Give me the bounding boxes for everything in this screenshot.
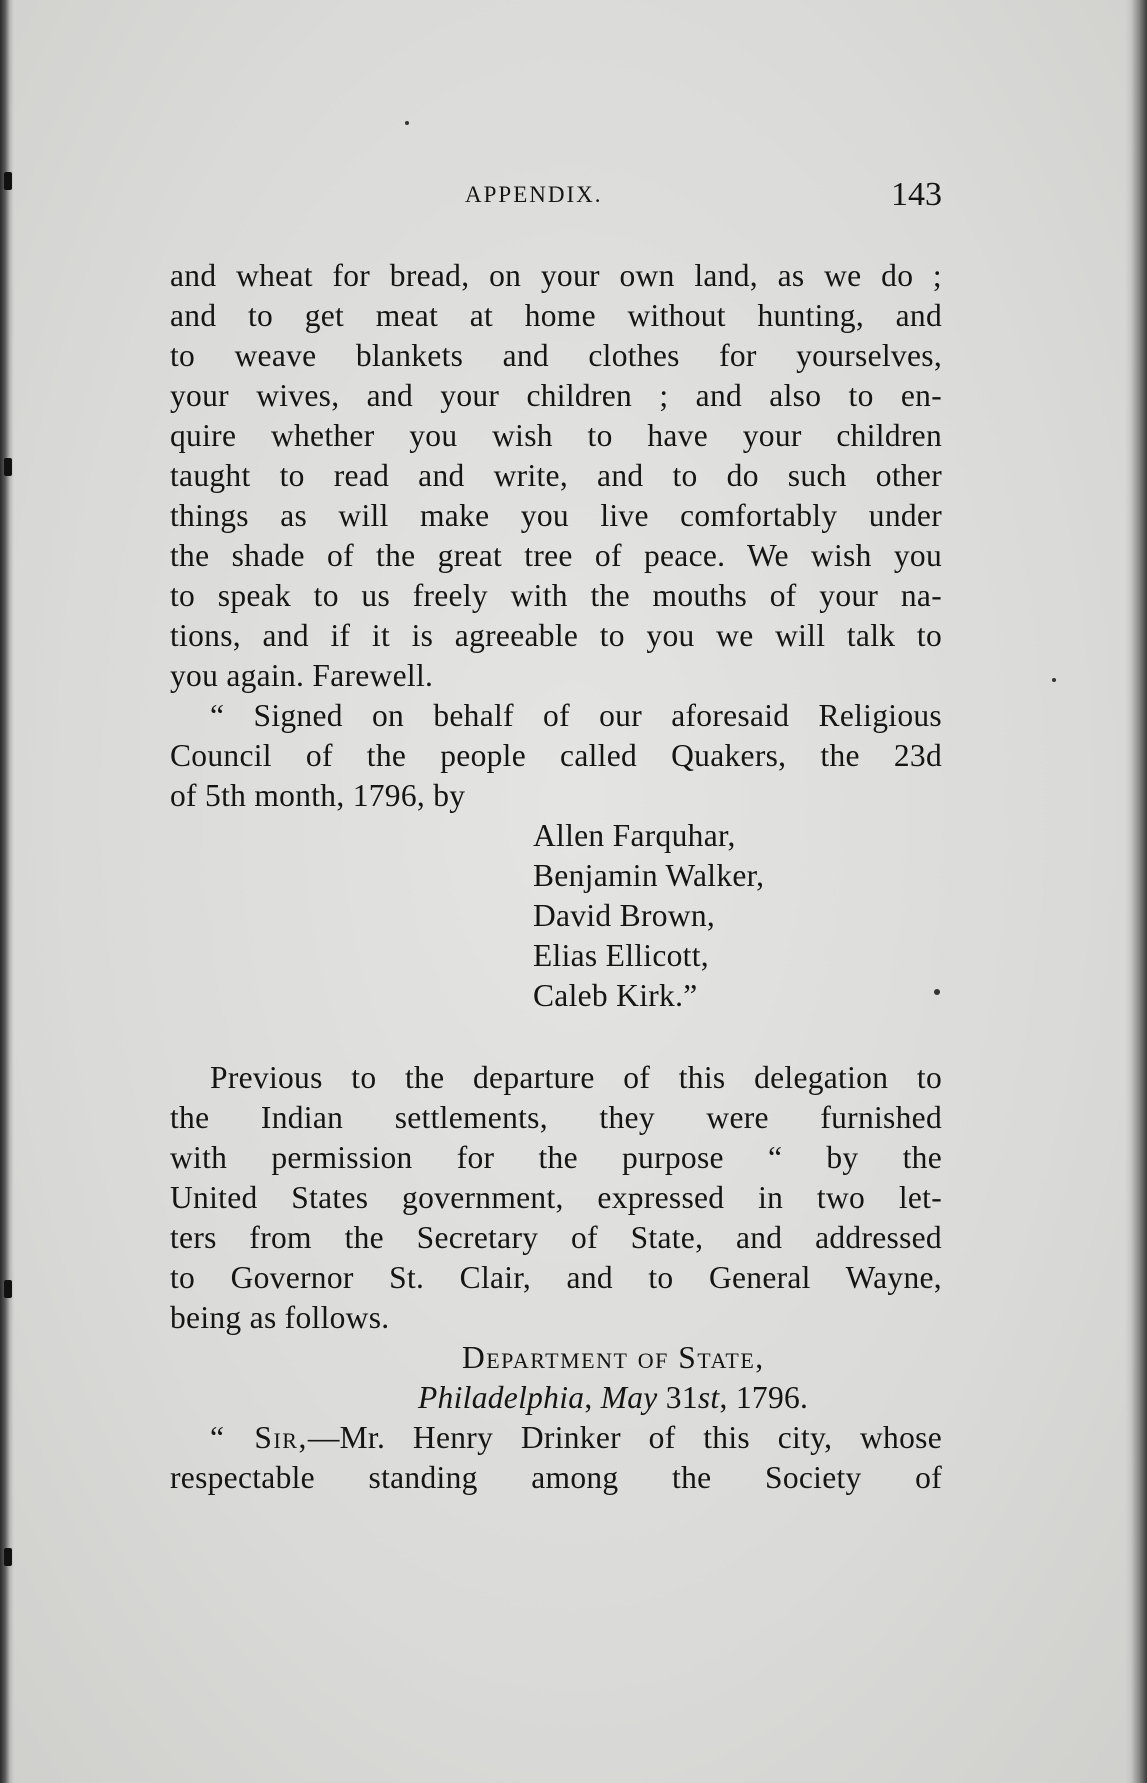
letter-day-suffix: st: [697, 1380, 720, 1415]
page-right-edge: [1125, 0, 1147, 1783]
signatory-name: Caleb Kirk.”: [533, 978, 698, 1013]
paper-speck: [1052, 678, 1056, 682]
text-line: the shade of the great tree of peace. We wish you: [170, 538, 942, 573]
letter-salutation: “ Sir,: [210, 1420, 308, 1455]
paper-speck: [405, 121, 409, 125]
binding-mark: [4, 1548, 12, 1566]
text-line: you again. Farewell.: [170, 658, 434, 693]
text-line: being as follows.: [170, 1300, 390, 1335]
signatory-name: Allen Farquhar,: [533, 818, 736, 853]
letter-dateline: Philadelphia, May 31st, 1796.: [418, 1380, 809, 1415]
letter-place: Philadelphia: [418, 1380, 585, 1415]
page-number: 143: [891, 176, 942, 213]
text-line: with permission for the purpose “ by the: [170, 1140, 942, 1175]
binding-mark: [4, 458, 12, 476]
signatory-name: Benjamin Walker,: [533, 858, 765, 893]
text-line: of 5th month, 1796, by: [170, 778, 466, 813]
letter-day: 31: [665, 1380, 698, 1415]
page-body: [170, 256, 942, 1498]
text-line: “ Signed on behalf of our aforesaid Religious: [210, 698, 942, 733]
running-title: APPENDIX.: [465, 182, 603, 207]
running-head: [170, 176, 942, 216]
text-line: taught to read and write, and to do such other: [170, 458, 942, 493]
signatory-name: David Brown,: [533, 898, 716, 933]
letter-month: May: [600, 1380, 658, 1415]
paragraph-gap: [170, 1016, 942, 1058]
text-line: [170, 1418, 942, 1458]
binding-mark: [4, 172, 12, 190]
text-line: your wives, and your children ; and also to en-: [170, 378, 942, 413]
letter-year: , 1796.: [719, 1380, 809, 1415]
text-line: to speak to us freely with the mouths of your na-: [170, 578, 942, 613]
text-line: tions, and if it is agreeable to you we will talk to: [170, 618, 942, 653]
text-line: quire whether you wish to have your children: [170, 418, 942, 453]
text-line: Previous to the departure of this delegation to: [210, 1060, 942, 1095]
text-line: and to get meat at home without hunting, and: [170, 298, 942, 333]
text-line: Council of the people called Quakers, the 23d: [170, 738, 942, 773]
text-line: and wheat for bread, on your own land, as we do ;: [170, 258, 942, 293]
page-left-edge: [0, 0, 14, 1783]
text-line: respectable standing among the Society of: [170, 1460, 942, 1495]
text-line: things as will make you live comfortably under: [170, 498, 942, 533]
text-line: the Indian settlements, they were furnished: [170, 1100, 942, 1135]
signatory-name: Elias Ellicott,: [533, 938, 709, 973]
text-line: ters from the Secretary of State, and addressed: [170, 1220, 942, 1255]
text-line: to weave blankets and clothes for yourselves,: [170, 338, 942, 373]
letter-heading: Department of State,: [462, 1340, 765, 1375]
binding-mark: [4, 1280, 12, 1298]
text-line: United States government, expressed in two let-: [170, 1180, 942, 1215]
text-line: to Governor St. Clair, and to General Wayne,: [170, 1260, 942, 1295]
letter-text: —Mr. Henry Drinker of this city, whose: [307, 1420, 942, 1455]
